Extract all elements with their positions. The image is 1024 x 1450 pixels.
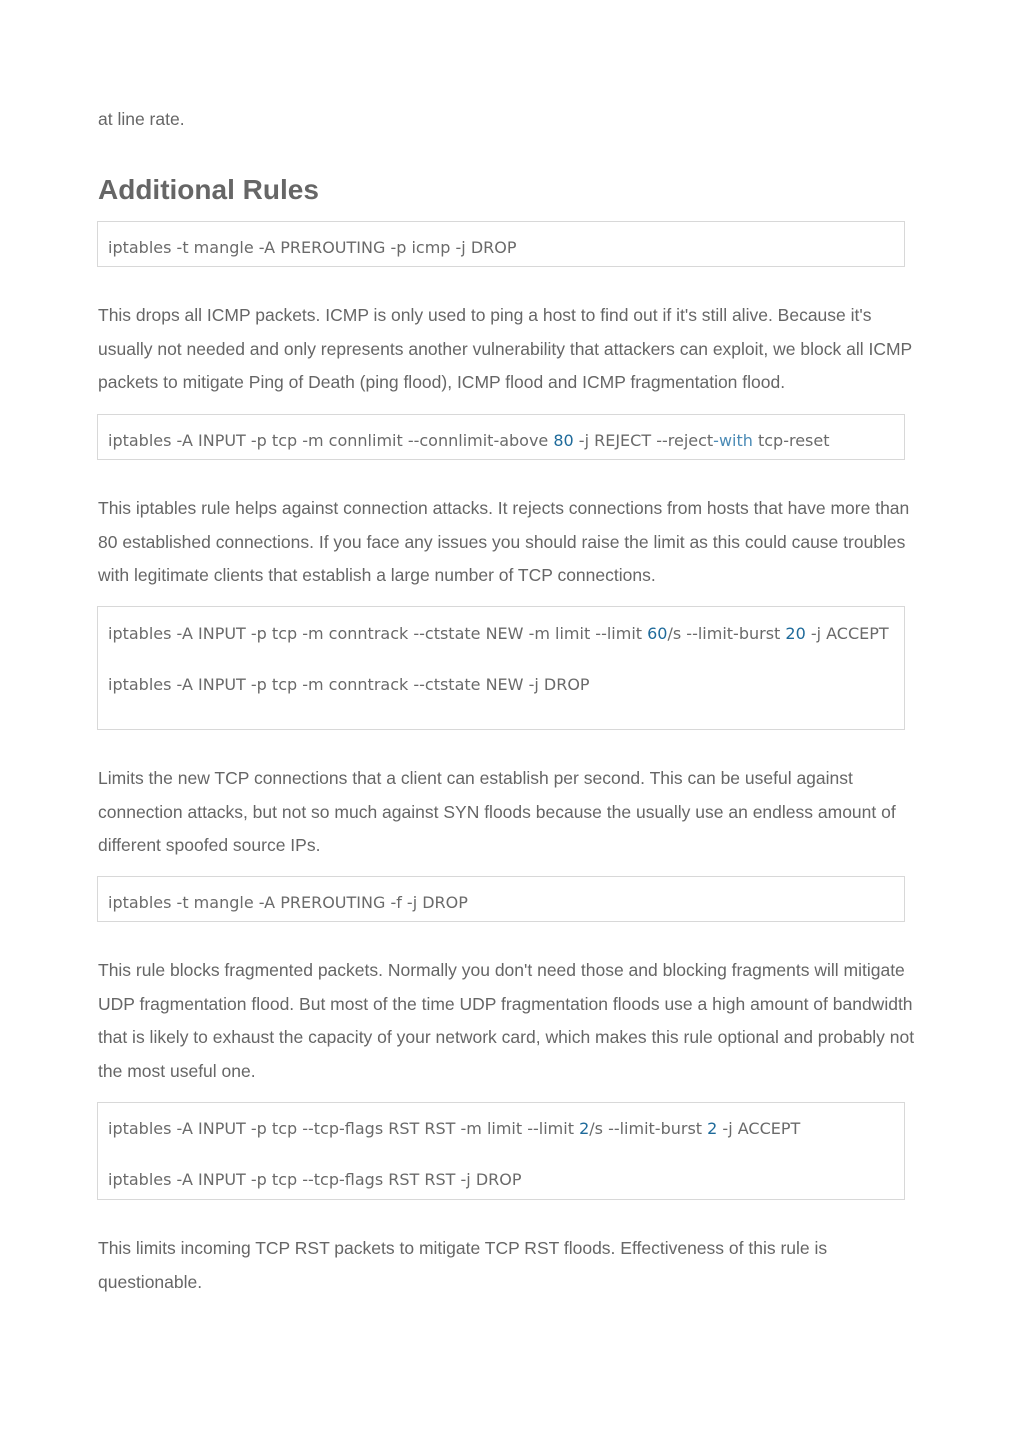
description-fragments: This rule blocks fragmented packets. Normally you don't need those and blocking fragments will mitigate UDP fragmentation flood. But most of the time UDP fragmentation floods use a high amount of bandwidth that is likely to exhaust the capacity of your network card, which makes this rule optional and probably not the most useful one. [98,960,915,1081]
code-block-fragments [97,876,905,922]
code-line: iptables -A INPUT -p tcp -m conntrack --ctstate NEW -j DROP [108,675,590,694]
code-block-rst [97,1102,905,1200]
code-line: iptables -A INPUT -p tcp --tcp-flags RST RST -m limit --limit 2/s --limit-burst 2 -j ACCEPT [108,1119,801,1138]
code-block-icmp [97,221,905,267]
code-line: iptables -A INPUT -p tcp -m connlimit --connlimit-above 80 -j REJECT --reject-with tcp-reset [108,431,830,450]
intro-fragment: at line rate. [98,109,185,129]
code-line: iptables -t mangle -A PREROUTING -f -j DROP [108,893,468,912]
description-connlimit: This iptables rule helps against connection attacks. It rejects connections from hosts that have more than 80 established connections. If you face any issues you should raise the limit as this could cause troubles with legitimate clients that establish a large number of TCP connections. [98,498,910,585]
code-line: iptables -A INPUT -p tcp -m conntrack --ctstate NEW -m limit --limit 60/s --limit-burst 20 -j ACCEPT [108,624,889,643]
code-block-conntrack-limit [97,606,905,730]
code-line: iptables -t mangle -A PREROUTING -p icmp -j DROP [108,238,517,257]
section-heading: Additional Rules [98,174,319,205]
description-conntrack: Limits the new TCP connections that a client can establish per second. This can be useful against connection attacks, but not so much against SYN floods because the usually use an endless amount of different spoofed source IPs. [98,768,896,855]
description-rst: This limits incoming TCP RST packets to mitigate TCP RST floods. Effectiveness of this rule is questionable. [98,1238,828,1292]
code-block-connlimit [97,414,905,460]
description-icmp: This drops all ICMP packets. ICMP is only used to ping a host to find out if it's still alive. Because it's usually not needed and only represents another vulnerability that attackers can exploit, we block all ICMP packets to mitigate Ping of Death (ping flood), ICMP flood and ICMP fragmentation flood. [98,305,912,392]
code-line: iptables -A INPUT -p tcp --tcp-flags RST RST -j DROP [108,1170,522,1189]
